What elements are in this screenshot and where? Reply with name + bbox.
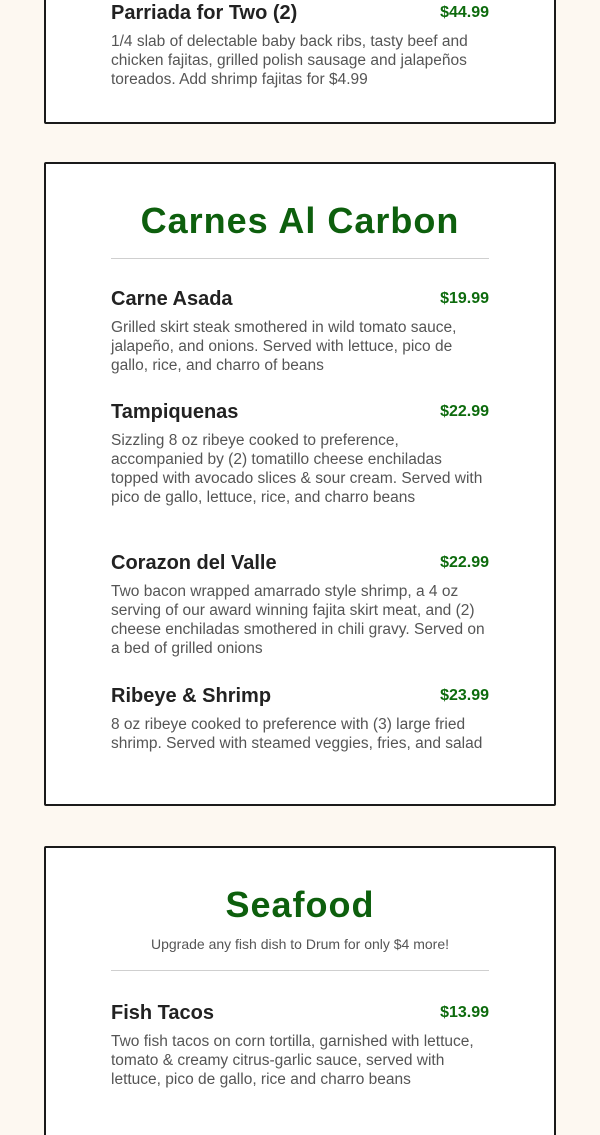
menu-item [111, 401, 489, 507]
section-title: Seafood [225, 884, 375, 925]
menu-item [111, 2, 489, 89]
section-divider [111, 970, 489, 971]
menu-item-name: Parriada for Two (2) [111, 2, 298, 24]
menu-item-price: $19.99 [440, 290, 489, 307]
menu-item-name: Carne Asada [111, 288, 233, 310]
menu-item-name: Ribeye & Shrimp [111, 685, 272, 707]
menu-item [111, 685, 489, 753]
section-subtitle: Upgrade any fish dish to Drum for only $4 more! [150, 936, 450, 952]
menu-item [111, 288, 489, 375]
menu-item-description: 1/4 slab of delectable baby back ribs, tasty beef and chicken fajitas, grilled polish sausage and jalapeños toreados. Add shrimp fajitas for $4.99 [111, 33, 468, 88]
menu-item-name: Tampiquenas [111, 401, 239, 423]
menu-item-price: $22.99 [440, 403, 489, 420]
menu-item-price: $23.99 [440, 687, 489, 704]
menu-item-name: Corazon del Valle [111, 552, 277, 574]
menu-item-name: Fish Tacos [111, 1002, 214, 1024]
menu-item-description: Sizzling 8 oz ribeye cooked to preference, accompanied by (2) tomatillo cheese enchiladas topped with avocado slices & sour cream. Served with pico de gallo, lettuce, rice, and charro beans [111, 432, 483, 506]
section-divider [111, 258, 489, 259]
menu-section-card-carnes [44, 162, 556, 806]
section-title: Carnes Al Carbon [140, 200, 460, 241]
menu-item [111, 1002, 489, 1089]
menu-item [111, 552, 489, 658]
menu-item-description: Two bacon wrapped amarrado style shrimp, a 4 oz serving of our award winning fajita skirt meat, and (2) cheese enchiladas smothered in chili gravy. Served on a bed of grilled onions [111, 583, 485, 657]
menu-item-price: $44.99 [440, 4, 489, 21]
menu-item-description: 8 oz ribeye cooked to preference with (3) large fried shrimp. Served with steamed veggies, fries, and salad [111, 716, 483, 752]
menu-section-card-seafood [44, 846, 556, 1135]
menu-item-price: $13.99 [440, 1004, 489, 1021]
menu-item-price: $22.99 [440, 554, 489, 571]
menu-section-card-previous [44, 0, 556, 124]
menu-item-description: Two fish tacos on corn tortilla, garnished with lettuce, tomato & creamy citrus-garlic sauce, served with lettuce, pico de gallo, rice and charro beans [111, 1033, 474, 1088]
menu-item-description: Grilled skirt steak smothered in wild tomato sauce, jalapeño, and onions. Served with lettuce, pico de gallo, rice, and charro of beans [111, 319, 457, 374]
